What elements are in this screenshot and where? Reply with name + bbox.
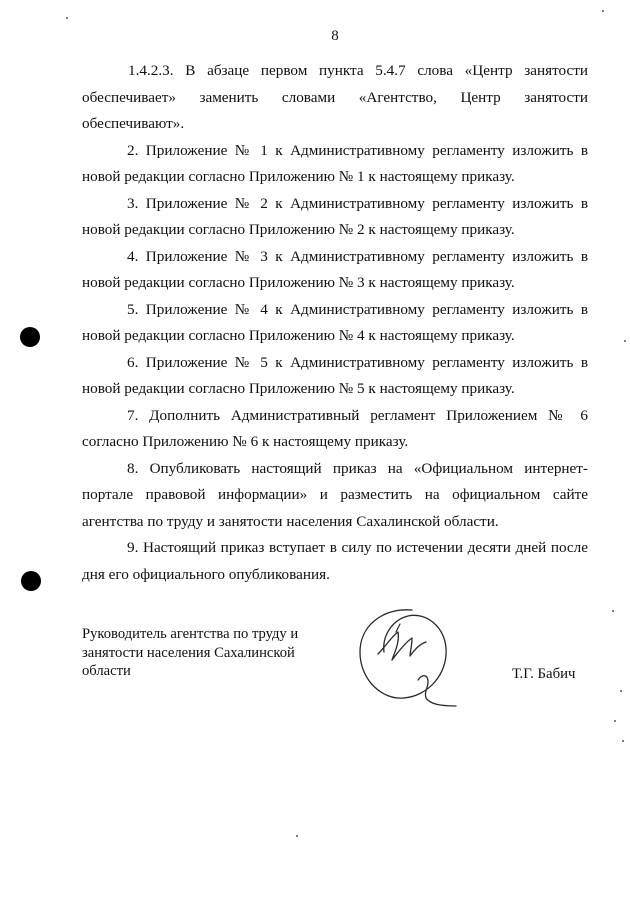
scan-speck (614, 720, 616, 722)
paragraph-6: 6. Приложение № 5 к Административному регламенту изложить в новой редакции согласно Приложению № 5 к настоящему приказу. (82, 353, 588, 397)
paragraph-4: 4. Приложение № 3 к Административному регламенту изложить в новой редакции согласно Приложению № 3 к настоящему приказу. (82, 247, 588, 291)
paragraph-3: 3. Приложение № 2 к Административному регламенту изложить в новой редакции согласно Приложению № 2 к настоящему приказу. (82, 194, 588, 238)
page-number: 8 (331, 28, 339, 44)
signatory-title-line: области (82, 663, 131, 679)
paragraph-9: 9. Настоящий приказ вступает в силу по истечении десяти дней после дня его официального опубликования. (82, 539, 588, 583)
scan-speck (296, 835, 298, 837)
signatory-title-line: занятости населения Сахалинской (82, 644, 295, 661)
scan-speck (66, 17, 68, 19)
paragraph-5: 5. Приложение № 4 к Административному регламенту изложить в новой редакции согласно Приложению № 4 к настоящему приказу. (82, 300, 588, 344)
signatory-title-line: Руководитель агентства по труду и (82, 626, 299, 642)
handwritten-signature (352, 602, 464, 714)
scan-speck (602, 10, 604, 12)
scan-speck (624, 340, 626, 342)
paragraph-1-4-2-3: 1.4.2.3. В абзаце первом пункта 5.4.7 слова «Центр занятости обеспечивает» заменить словами «Агентство, Центр занятости обеспечивают». (82, 62, 588, 132)
punch-hole (21, 571, 41, 591)
scan-speck (620, 690, 622, 692)
scan-speck (622, 740, 624, 742)
document-body (82, 58, 588, 588)
signatory-name: Т.Г. Бабич (512, 666, 576, 682)
paragraph-8: 8. Опубликовать настоящий приказ на «Официальном интернет-портале правовой информации» и разместить на официальном сайте агентства по труду и занятости населения Сахалинской области. (82, 459, 588, 530)
signatory-title (82, 625, 322, 681)
scan-speck (612, 610, 614, 612)
punch-hole (20, 327, 40, 347)
paragraph-2: 2. Приложение № 1 к Административному регламенту изложить в новой редакции согласно Приложению № 1 к настоящему приказу. (82, 141, 588, 185)
paragraph-7: 7. Дополнить Административный регламент Приложением № 6 согласно Приложению № 6 к настоящему приказу. (82, 406, 588, 450)
